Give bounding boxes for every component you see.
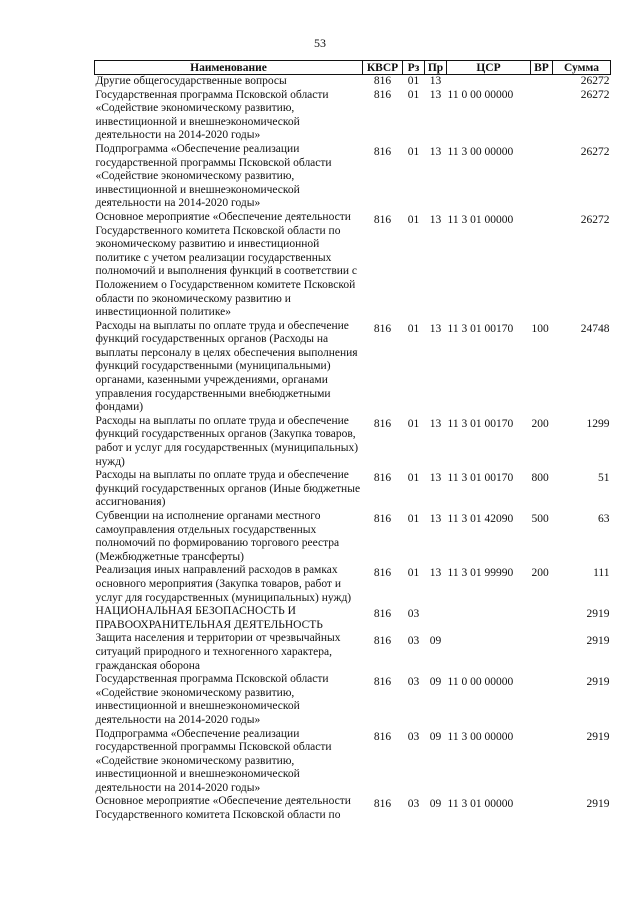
row-pr: 13 — [429, 88, 442, 101]
row-csr: 11 3 01 00170 — [447, 322, 514, 335]
row-sum: 2919 — [586, 608, 610, 621]
table-row — [95, 415, 611, 469]
row-kvsr: 816 — [373, 322, 392, 335]
table-row — [95, 89, 611, 143]
row-rz: 01 — [407, 513, 420, 525]
table-row — [95, 211, 611, 320]
row-kvsr: 816 — [373, 635, 392, 648]
row-sum: 26272 — [580, 213, 610, 226]
row-vr: 200 — [531, 567, 549, 580]
row-sum: 2919 — [586, 676, 610, 689]
row-name: Государственная программа Псковской области «Содействие экономическому развитию, инвестиционной и внешнеэкономической деятельности на 2014-2020 годы» — [95, 673, 329, 726]
row-rz: 03 — [407, 730, 420, 743]
table-row — [95, 469, 611, 510]
row-pr: 13 — [429, 567, 442, 580]
row-sum: 63 — [598, 513, 610, 525]
row-rz: 01 — [407, 145, 420, 158]
row-vr — [531, 632, 553, 673]
row-vr — [531, 673, 553, 727]
row-kvsr: 816 — [373, 513, 392, 525]
row-name: Субвенции на исполнение органами местного самоуправления отдельных государственных полномочий по формированию торгового реестра (Межбюджетные трансферты) — [95, 510, 340, 563]
table-row — [95, 605, 611, 632]
row-pr: 09 — [429, 676, 442, 689]
row-csr — [447, 75, 531, 89]
header-pr: Пр — [425, 61, 447, 75]
row-csr: 11 0 00 00000 — [447, 676, 514, 689]
row-csr: 11 3 00 00000 — [447, 145, 514, 158]
row-name: Государственная программа Псковской области «Содействие экономическому развитию, инвестиционной и внешнеэкономической деятельности на 2014-2020 годы» — [95, 88, 329, 142]
table-row — [95, 320, 611, 415]
row-sum: 24748 — [580, 322, 610, 335]
header-kvsr: КВСР — [363, 61, 403, 75]
row-vr — [531, 728, 553, 796]
table-row — [95, 728, 611, 796]
table-row — [95, 673, 611, 727]
row-csr: 11 3 01 99990 — [447, 567, 514, 580]
row-pr: 13 — [429, 513, 442, 525]
row-rz: 01 — [407, 322, 420, 335]
row-vr — [531, 75, 553, 89]
row-pr: 13 — [429, 213, 442, 226]
row-name: Основное мероприятие «Обеспечение деятельности Государственного комитета Псковской области по экономическому развитию и инвестиционной политике с учетом реализации государственных полномочий и выполнения функций в соответствии с Положением о Государственном комитете Псковской области по экономическому развитию и инвестиционной политике» — [95, 210, 358, 319]
row-csr: 11 3 01 00000 — [447, 213, 514, 226]
row-sum: 2919 — [586, 798, 610, 811]
table-header-row — [95, 61, 611, 75]
row-vr: 200 — [531, 417, 549, 430]
row-kvsr: 816 — [373, 472, 392, 485]
header-sum: Сумма — [553, 61, 611, 75]
table-row — [95, 632, 611, 673]
row-csr: 11 3 01 00000 — [447, 798, 514, 811]
row-rz: 01 — [407, 567, 420, 580]
row-kvsr: 816 — [373, 730, 392, 743]
row-name: Подпрограмма «Обеспечение реализации государственной программы Псковской области «Содействие экономическому развитию, инвестиционной и внешнеэкономической деятельности на 2014-2020 годы» — [95, 727, 332, 794]
row-sum: 26272 — [580, 145, 610, 158]
row-csr: 11 3 01 00170 — [447, 472, 514, 485]
row-kvsr: 816 — [373, 798, 392, 811]
row-pr — [425, 605, 447, 632]
row-vr: 500 — [531, 513, 549, 525]
row-rz: 01 — [407, 75, 420, 87]
row-pr: 09 — [429, 730, 442, 743]
row-kvsr: 816 — [373, 676, 392, 689]
row-csr: 11 3 00 00000 — [447, 730, 514, 743]
row-pr: 13 — [429, 417, 442, 430]
row-name: Расходы на выплаты по оплате труда и обеспечение функций государственных органов (Закупка товаров, работ и услуг для государственных (муниципальных) нужд) — [95, 414, 359, 468]
header-vr: ВР — [531, 61, 553, 75]
row-rz: 01 — [407, 88, 420, 101]
table-row — [95, 75, 611, 89]
row-sum: 2919 — [586, 635, 610, 648]
table-body — [95, 75, 611, 823]
row-kvsr: 816 — [373, 213, 392, 226]
row-pr: 13 — [429, 472, 442, 485]
table-row — [95, 510, 611, 564]
row-kvsr: 816 — [373, 88, 392, 101]
row-csr: 11 3 01 42090 — [447, 513, 514, 525]
row-name: Подпрограмма «Обеспечение реализации государственной программы Псковской области «Содействие экономическому развитию, инвестиционной и внешнеэкономической деятельности на 2014-2020 годы» — [95, 142, 332, 210]
row-rz: 01 — [407, 472, 420, 485]
row-rz: 03 — [407, 676, 420, 689]
row-rz: 01 — [407, 213, 420, 226]
row-sum: 2919 — [586, 730, 610, 743]
page-number: 53 — [314, 36, 326, 50]
header-rz: Рз — [403, 61, 425, 75]
row-rz: 03 — [407, 635, 420, 648]
row-csr — [447, 605, 531, 632]
row-name: Защита населения и территории от чрезвычайных ситуаций природного и техногенного характера, гражданская оборона — [95, 632, 341, 672]
row-name: Расходы на выплаты по оплате труда и обеспечение функций государственных органов (Расходы на выплаты персоналу в целях обеспечения выполнения функций государственными (муниципальными) органами, казенными учреждениями, органами управления государственными внебюджетными фондами) — [95, 319, 358, 414]
row-sum: 26272 — [580, 75, 610, 87]
row-vr: 100 — [531, 322, 549, 335]
row-kvsr: 816 — [373, 417, 392, 430]
row-kvsr: 816 — [373, 145, 392, 158]
row-pr: 13 — [429, 75, 442, 87]
row-vr — [531, 605, 553, 632]
row-rz: 01 — [407, 417, 420, 430]
row-rz: 03 — [407, 798, 420, 811]
row-sum: 26272 — [580, 88, 610, 101]
row-name: Реализация иных направлений расходов в рамках основного мероприятия (Закупка товаров, работ и услуг для государственных (муниципальных) нужд) — [95, 564, 352, 604]
row-sum: 1299 — [586, 417, 610, 430]
row-pr: 13 — [429, 322, 442, 335]
row-csr — [447, 632, 531, 673]
row-name: Другие общегосударственные вопросы — [95, 75, 287, 87]
row-pr: 09 — [429, 798, 442, 811]
row-vr — [531, 795, 553, 822]
row-name: Основное мероприятие «Обеспечение деятельности Государственного комитета Псковской области по — [95, 795, 351, 822]
row-csr: 11 0 00 00000 — [447, 88, 514, 101]
row-pr: 09 — [429, 635, 442, 648]
table-row — [95, 564, 611, 605]
header-csr: ЦСР — [447, 61, 531, 75]
row-pr: 13 — [429, 145, 442, 158]
row-sum: 111 — [593, 567, 610, 580]
row-name: Расходы на выплаты по оплате труда и обеспечение функций государственных органов (Иные бюджетные ассигнования) — [95, 469, 361, 509]
row-vr: 800 — [531, 472, 549, 485]
table-row — [95, 795, 611, 822]
row-vr — [531, 143, 553, 211]
row-csr: 11 3 01 00170 — [447, 417, 514, 430]
row-rz: 03 — [407, 608, 420, 621]
row-kvsr: 816 — [373, 608, 392, 621]
row-vr — [531, 211, 553, 320]
row-vr — [531, 89, 553, 143]
row-kvsr: 816 — [373, 75, 392, 87]
budget-table — [94, 60, 611, 823]
table-row — [95, 143, 611, 211]
row-name: НАЦИОНАЛЬНАЯ БЕЗОПАСНОСТЬ И ПРАВООХРАНИТЕЛЬНАЯ ДЕЯТЕЛЬНОСТЬ — [95, 605, 323, 631]
row-kvsr: 816 — [373, 567, 392, 580]
header-name: Наименование — [95, 61, 363, 75]
row-sum: 51 — [598, 472, 610, 485]
